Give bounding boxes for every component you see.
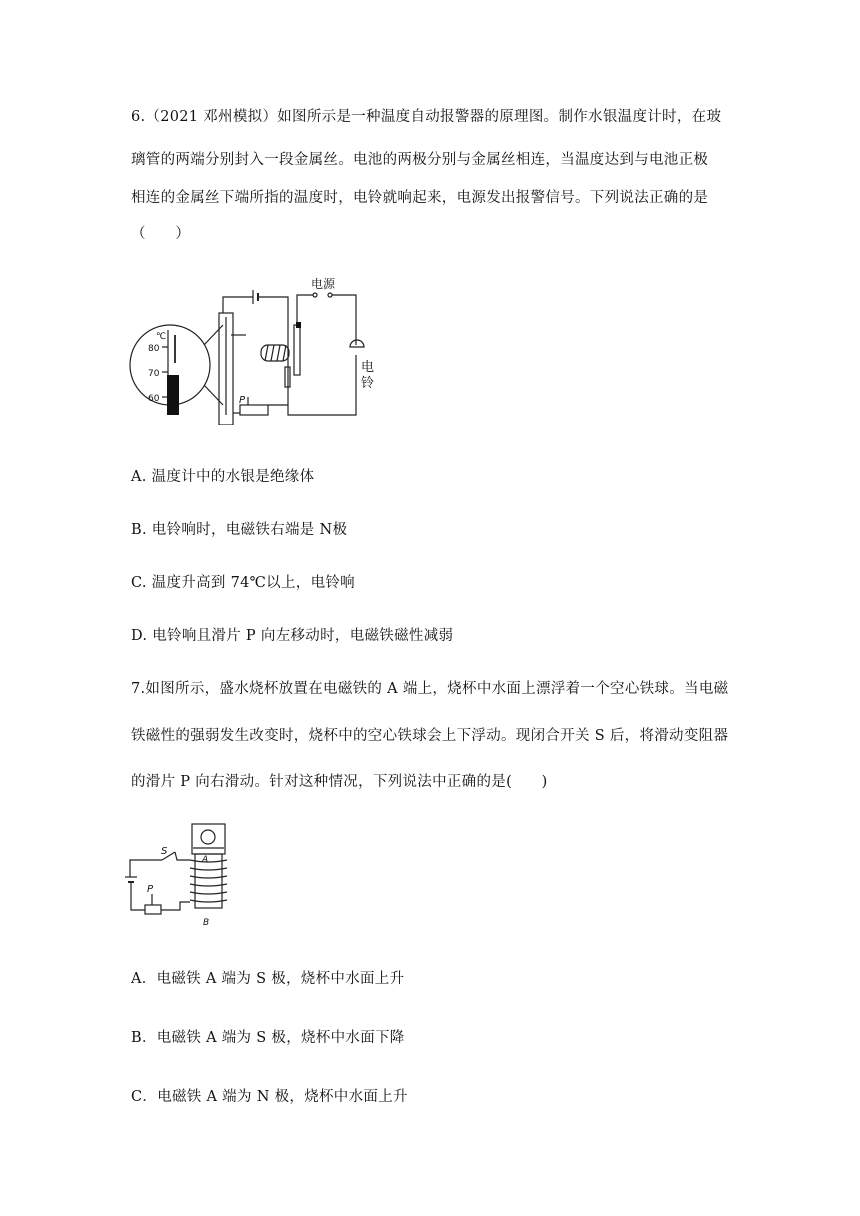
- q6-bell-label-1: 电: [361, 360, 375, 375]
- q7-option-b: B．电磁铁 A 端为 S 极，烧杯中水面下降: [131, 1030, 405, 1046]
- q6-option-b: B. 电铃响时，电磁铁右端是 N极: [131, 522, 348, 538]
- q6-stem-line-2: 璃管的两端分别封入一段金属丝。电池的两极分别与金属丝相连，当温度达到与电池正极: [131, 152, 709, 168]
- q6-alarm-circuit-figure: [128, 275, 393, 425]
- q6-unit-label: ℃: [156, 332, 167, 342]
- q7-switch-label: S: [161, 846, 168, 857]
- q7-end-a-label: A: [202, 855, 209, 865]
- q7-end-b-label: B: [203, 918, 210, 928]
- q6-option-a: A. 温度计中的水银是绝缘体: [131, 469, 315, 485]
- q6-stem-line-3: 相连的金属丝下端所指的温度时，电铃就响起来，电源发出报警信号。下列说法正确的是: [131, 190, 709, 206]
- q7-stem-line-1: 7.如图所示，盛水烧杯放置在电磁铁的 A 端上，烧杯中水面上漂浮着一个空心铁球。当电磁: [131, 681, 729, 697]
- q6-bell-label-2: 铃: [361, 376, 375, 391]
- q6-tick-70: 70: [148, 369, 160, 379]
- q6-stem-line-1: 6.（2021 邓州模拟）如图所示是一种温度自动报警器的原理图。制作水银温度计时，在玻: [131, 109, 722, 125]
- q6-slider-label: P: [239, 395, 246, 406]
- q7-stem-line-3: 的滑片 P 向右滑动。针对这种情况，下列说法中正确的是( ): [131, 774, 548, 790]
- q6-answer-blank: （ ）: [131, 226, 191, 242]
- q7-option-c: C．电磁铁 A 端为 N 极，烧杯中水面上升: [131, 1089, 408, 1105]
- q7-electromagnet-figure: [125, 822, 235, 930]
- q7-stem-line-2: 铁磁性的强弱发生改变时，烧杯中的空心铁球会上下浮动。现闭合开关 S 后，将滑动变阻器: [131, 728, 729, 744]
- q6-option-d: D. 电铃响且滑片 P 向左移动时，电磁铁磁性减弱: [131, 628, 454, 644]
- q6-option-c: C. 温度升高到 74℃以上，电铃响: [131, 575, 355, 591]
- q6-power-label: 电源: [311, 277, 336, 291]
- q6-tick-60: 60: [148, 394, 160, 404]
- q6-tick-80: 80: [148, 344, 160, 354]
- q7-slider-label: P: [147, 884, 154, 895]
- q7-option-a: A．电磁铁 A 端为 S 极，烧杯中水面上升: [131, 971, 405, 987]
